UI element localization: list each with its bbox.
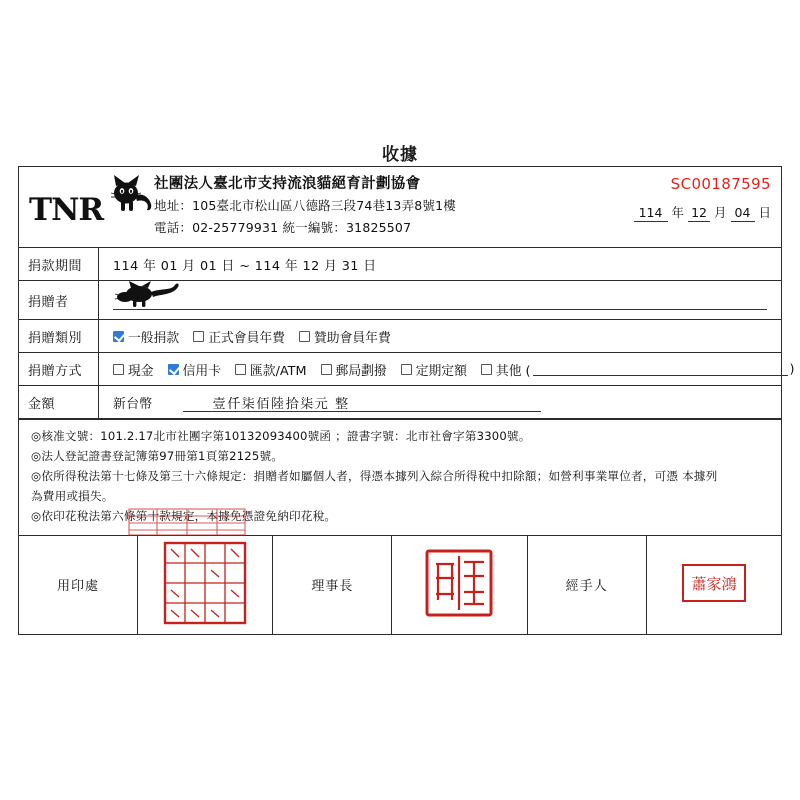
currency-prefix: 新台幣 xyxy=(113,396,153,412)
handler-name-seal-icon xyxy=(681,563,747,607)
value-donation-period xyxy=(99,248,781,280)
label-donor: 捐贈者 xyxy=(19,281,99,319)
value-amount xyxy=(99,386,781,418)
checkbox-item-postal-transfer[interactable] xyxy=(321,360,387,379)
receipt-meta xyxy=(591,167,781,247)
issue-date xyxy=(591,203,771,222)
label-donation-period: 捐款期間 xyxy=(19,248,99,280)
tnr-logo-text: TNR xyxy=(29,192,104,228)
checkbox-sponsor-member-fee[interactable] xyxy=(299,331,310,342)
issue-month-unit: 月 xyxy=(714,205,727,220)
checkbox-recurring[interactable] xyxy=(401,364,412,375)
checkbox-label-recurring: 定期定額 xyxy=(415,363,467,379)
issue-day: 04 xyxy=(731,205,755,222)
org-name: 社團法人臺北市支持流浪貓絕育計劃協會 xyxy=(154,176,421,192)
handler-seal-cell xyxy=(647,536,781,634)
row-donation-method xyxy=(19,353,795,386)
donor-underline xyxy=(113,309,767,310)
checkbox-item-other[interactable] xyxy=(481,360,795,379)
label-chairman: 理事長 xyxy=(273,536,392,634)
label-donation-category: 捐贈類別 xyxy=(19,320,99,352)
checkbox-postal-transfer[interactable] xyxy=(321,364,332,375)
issue-year: 114 xyxy=(634,205,668,222)
amount-field xyxy=(183,386,781,418)
checkbox-item-sponsor-member-fee[interactable] xyxy=(299,327,391,346)
value-donor[interactable] xyxy=(99,281,781,319)
page-title: 收據 xyxy=(382,145,418,165)
legal-note: 為費用或損失。 xyxy=(31,488,114,503)
checkbox-item-general-donation[interactable] xyxy=(113,327,179,346)
checkbox-item-credit-card[interactable] xyxy=(168,360,221,379)
label-donation-method: 捐贈方式 xyxy=(19,353,99,385)
checkbox-label-general-donation: 一般捐款 xyxy=(128,330,180,346)
value-donation-category xyxy=(99,320,781,352)
cat-logo-icon xyxy=(107,173,155,219)
checkbox-item-bank-transfer[interactable] xyxy=(235,360,307,379)
other-method-input[interactable] xyxy=(533,363,788,376)
value-donation-method xyxy=(99,353,800,385)
receipt-body xyxy=(18,166,795,635)
issue-year-unit: 年 xyxy=(671,205,685,220)
checkbox-label-sponsor-member-fee: 贊助會員年費 xyxy=(313,330,391,346)
checkbox-label-other: 其他 ( xyxy=(495,363,531,379)
legal-note: ◎依所得稅法第十七條及第三十六條規定：捐贈者如屬個人者，得憑本據列入綜合所得稅中扣除額；如營利事業單位者，可憑 本據列 xyxy=(31,468,718,483)
label-amount: 金額 xyxy=(19,386,99,418)
org-contact: 電話：02-25779931 統一編號：31825507 xyxy=(154,219,412,235)
cat-signature-doodle-icon xyxy=(109,281,205,309)
label-seal-area: 用印處 xyxy=(19,536,138,634)
serial-number: SC00187595 xyxy=(670,175,771,193)
org-address: 地址：105臺北市松山區八德路三段74巷13弄8號1樓 xyxy=(154,198,456,214)
chairman-seal-cell xyxy=(392,536,527,634)
org-seal-cell xyxy=(138,536,273,634)
other-method-close-paren: ) xyxy=(789,361,795,377)
checkbox-label-bank-transfer: 匯款/ATM xyxy=(249,363,307,379)
label-handler: 經手人 xyxy=(528,536,647,634)
seal-row xyxy=(19,535,781,634)
checkbox-cash[interactable] xyxy=(113,364,124,375)
receipt-header xyxy=(19,167,781,248)
checkbox-label-credit-card: 信用卡 xyxy=(182,363,221,379)
checkbox-other[interactable] xyxy=(481,364,492,375)
row-amount xyxy=(19,386,781,419)
checkbox-formal-member-fee[interactable] xyxy=(193,331,204,342)
logo-cell xyxy=(19,167,154,247)
legal-note: ◎核准文號：101.2.17北市社團字第10132093400號函 ；證書字號：北市社會字第3300號。 xyxy=(31,429,531,443)
row-donation-period xyxy=(19,248,781,281)
checkbox-bank-transfer[interactable] xyxy=(235,364,246,375)
checkbox-credit-card[interactable] xyxy=(168,364,179,375)
row-donation-category xyxy=(19,320,781,353)
org-square-seal-icon xyxy=(162,540,248,630)
checkbox-label-cash: 現金 xyxy=(128,363,154,379)
issue-day-unit: 日 xyxy=(758,205,771,220)
checkbox-general-donation[interactable] xyxy=(113,331,124,342)
donation-period-text: 114 年 01 月 01 日 ~ 114 年 12 月 31 日 xyxy=(113,258,377,274)
checkbox-label-formal-member-fee: 正式會員年費 xyxy=(208,330,285,346)
issue-month: 12 xyxy=(688,205,710,222)
legal-notes xyxy=(19,419,781,535)
org-info xyxy=(154,167,591,247)
amount-text: 壹仟柒佰陸拾柒元 整 xyxy=(212,396,350,412)
checkbox-item-cash[interactable] xyxy=(113,360,154,379)
chairman-square-seal-icon xyxy=(424,548,494,622)
checkbox-item-recurring[interactable] xyxy=(401,360,467,379)
checkbox-item-formal-member-fee[interactable] xyxy=(193,327,285,346)
handler-seal-text: 蕭家鴻 xyxy=(691,574,737,593)
amount-underline xyxy=(183,411,541,412)
legal-note: ◎法人登記證書登記簿第97冊第1頁第2125號。 xyxy=(31,448,284,463)
legal-note: ◎依印花稅法第六條第十款規定，本據免憑證免納印花稅。 xyxy=(31,508,337,523)
row-donor xyxy=(19,281,781,320)
checkbox-label-postal-transfer: 郵局劃撥 xyxy=(335,363,387,379)
